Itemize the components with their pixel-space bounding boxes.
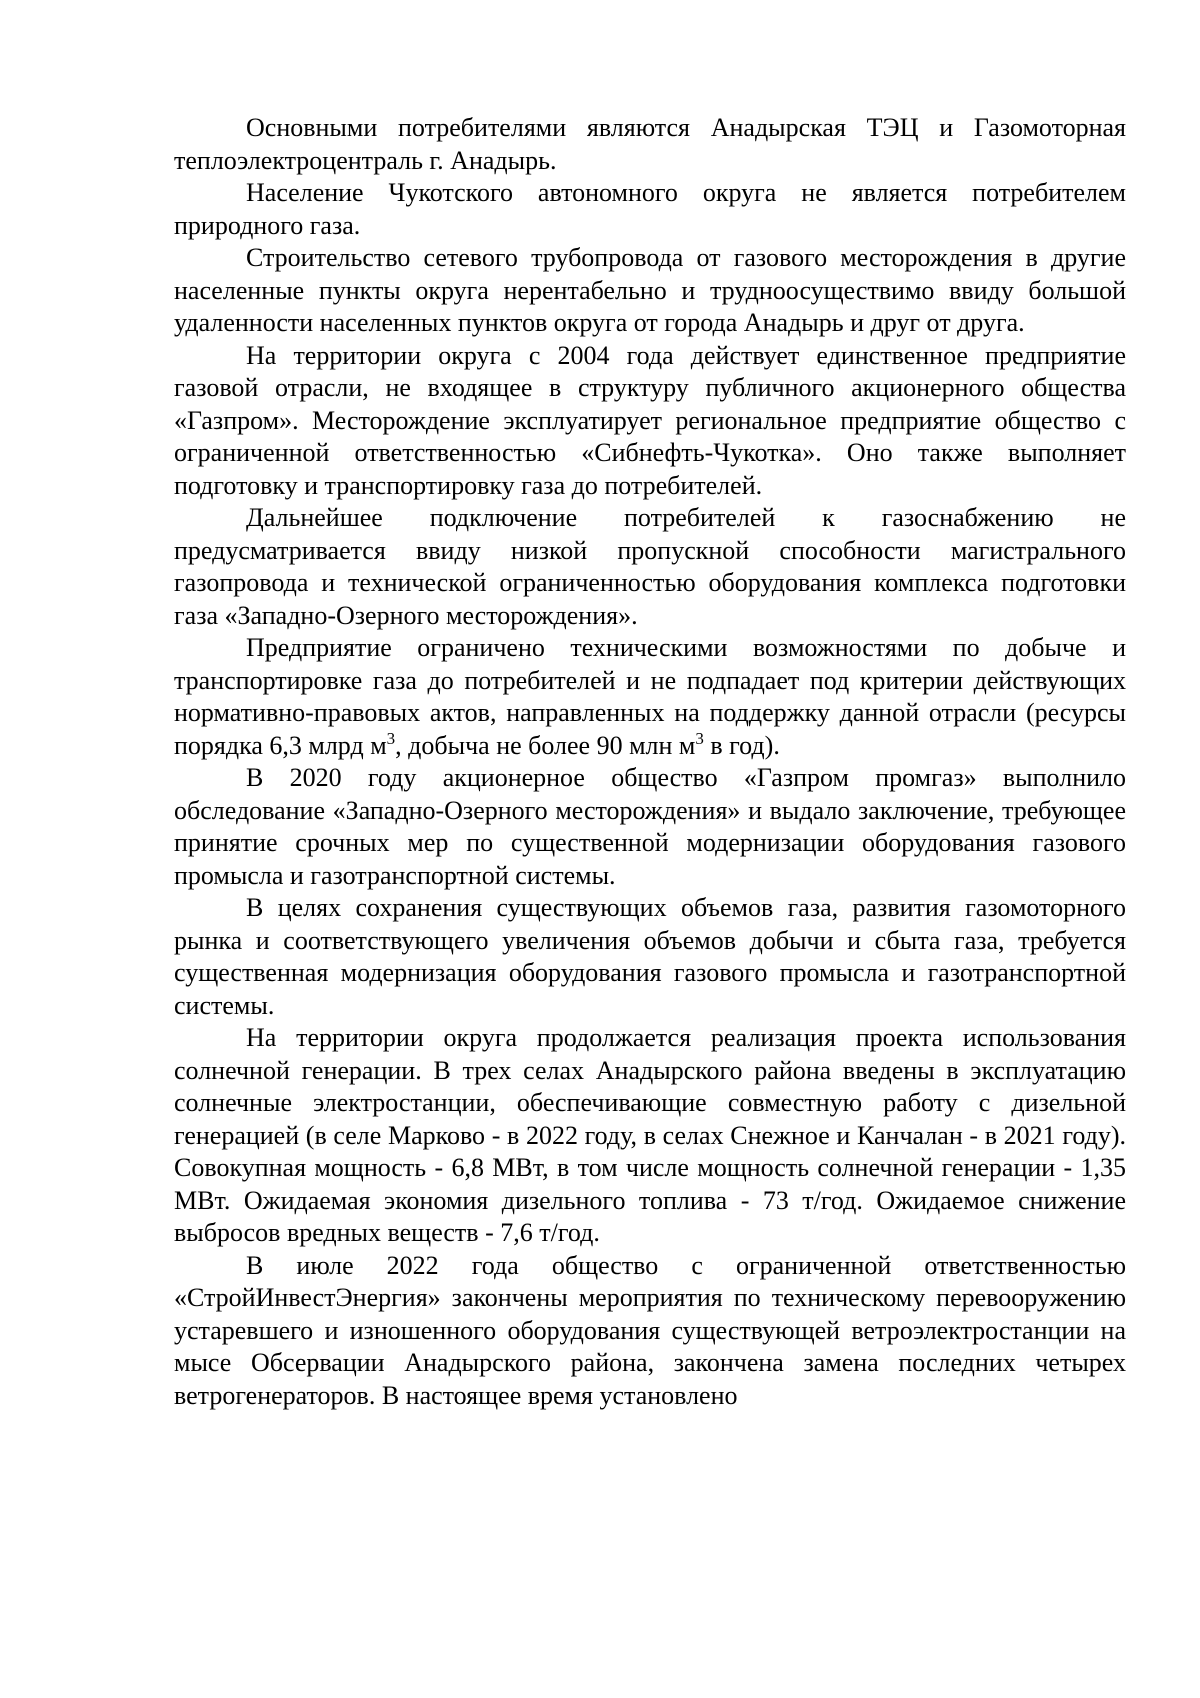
paragraph: Основными потребителями являются Анадырская ТЭЦ и Газомоторная теплоэлектроцентраль г. Анадырь.	[174, 113, 1126, 175]
paragraph: На территории округа продолжается реализация проекта использования солнечной генерации. В трех селах Анадырского района введены в эксплуатацию солнечные электростанции, обеспечивающие совместную работу с дизельной генерацией (в селе Марково - в 2022 году, в селах Снежное и Канчалан - в 2021 году). Совокупная мощность - 6,8 МВт, в том числе мощность солнечной генерации - 1,35 МВт. Ожидаемая экономия дизельного топлива - 73 т/год. Ожидаемое снижение выбросов вредных веществ - 7,6 т/год.	[174, 1023, 1126, 1247]
superscript-exponent: 3	[386, 728, 396, 748]
paragraph-text-part: Предприятие ограничено техническими возможностями по добыче и транспортировке газа до потребителей и не подпадает под критерии действующих нормативно-правовых актов, направленных на поддержку данной отрасли (ресурсы порядка 6,3 млрд м	[174, 633, 1126, 760]
paragraph: В целях сохранения существующих объемов газа, развития газомоторного рынка и соответствующего увеличения объемов добычи и сбыта газа, требуется существенная модернизация оборудования газового промысла и газотранспортной системы.	[174, 893, 1126, 1020]
paragraph: Строительство сетевого трубопровода от газового месторождения в другие населенные пункты округа нерентабельно и трудноосуществимо ввиду большой удаленности населенных пунктов округа от города Анадырь и друг от друга.	[174, 243, 1126, 337]
paragraph-text-part: , добыча не более 90 млн м	[395, 730, 696, 760]
paragraph: Дальнейшее подключение потребителей к газоснабжению не предусматривается ввиду низкой пропускной способности магистрального газопровода и технической ограниченностью оборудования комплекса подготовки газа «Западно-Озерного месторождения».	[174, 503, 1126, 630]
paragraph: Население Чукотского автономного округа не является потребителем природного газа.	[174, 178, 1126, 240]
paragraph: В июле 2022 года общество с ограниченной ответственностью «СтройИнвестЭнергия» закончены мероприятия по техническому перевооружению устаревшего и изношенного оборудования существующей ветроэлектростанции на мысе Обсервации Анадырского района, закончена замена последних четырех ветрогенераторов. В настоящее время установлено	[174, 1250, 1126, 1410]
document-body	[174, 112, 1126, 1412]
paragraph-with-superscripts	[174, 632, 1126, 762]
paragraph: В 2020 году акционерное общество «Газпром промгаз» выполнило обследование «Западно-Озерного месторождения» и выдало заключение, требующее принятие срочных мер по существенной модернизации оборудования газового промысла и газотранспортной системы.	[174, 763, 1126, 890]
superscript-exponent: 3	[695, 728, 704, 748]
paragraph-text-part: в год).	[703, 730, 780, 760]
paragraph: На территории округа с 2004 года действует единственное предприятие газовой отрасли, не входящее в структуру публичного акционерного общества «Газпром». Месторождение эксплуатирует региональное предприятие общество с ограниченной ответственностью «Сибнефть-Чукотка». Оно также выполняет подготовку и транспортировку газа до потребителей.	[174, 340, 1126, 500]
